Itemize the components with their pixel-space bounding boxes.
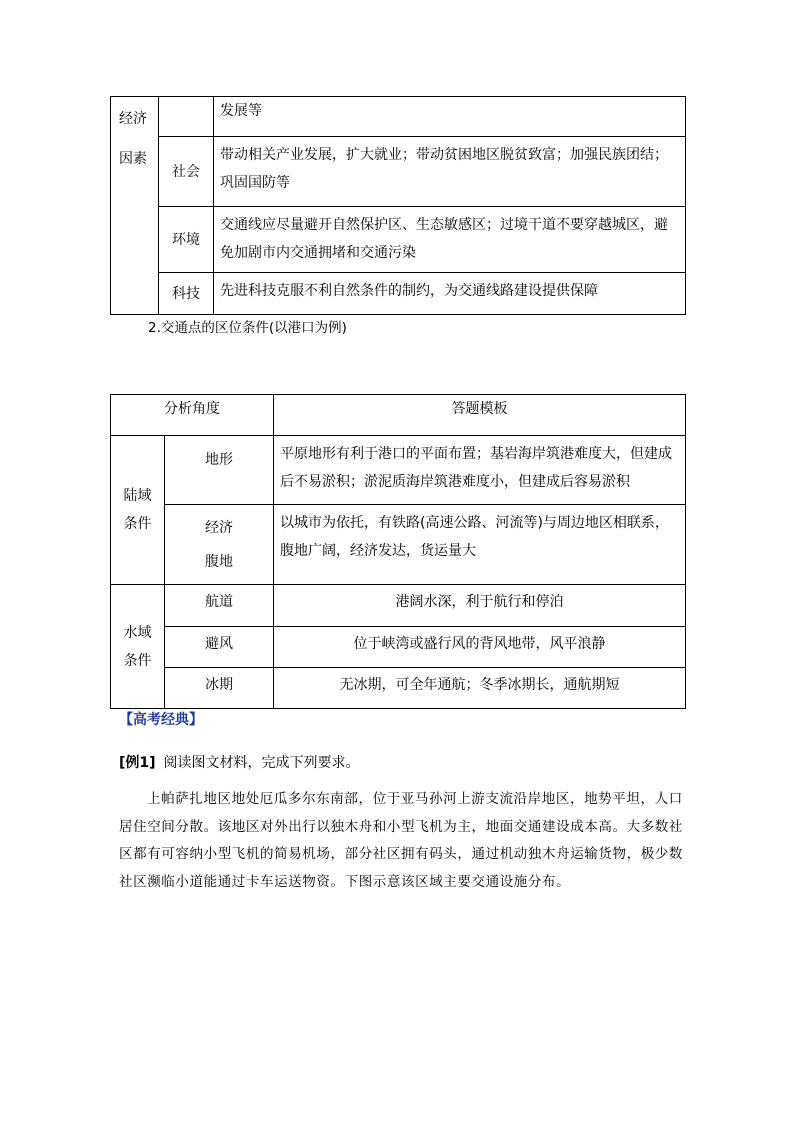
port-location-conditions-table: [110, 394, 686, 709]
factor-text: 先进科技克服不利自然条件的制约，为交通线路建设提供保障: [220, 283, 598, 299]
land-row-text: 平原地形有利于港口的平面布置；基岩海岸筑港难度大，但建成后不易淤积；淤泥质海岸筑港难度小，但建成后容易淤积: [280, 446, 672, 490]
factor-text-cell: [214, 207, 686, 273]
land-row-label-cell: [165, 505, 274, 585]
factor-text-cell: [214, 97, 686, 137]
factor-label: 社会: [172, 163, 200, 180]
section-caption: 2.交通点的区位条件(以港口为例): [148, 320, 347, 336]
water-group-line1: 水域: [123, 624, 152, 641]
water-group-line2: 条件: [123, 652, 152, 669]
header-analysis-angle-label: 分析角度: [164, 401, 220, 417]
factor-text: 带动相关产业发展，扩大就业；带动贫困地区脱贫致富；加强民族团结；巩固国防等: [220, 147, 668, 191]
water-row-text: 港阔水深，利于航行和停泊: [395, 594, 564, 610]
water-row-label: 冰期: [205, 677, 233, 693]
factor-label: 环境: [172, 231, 200, 248]
example-material-paragraph: 上帕萨扎地区地处厄瓜多尔东南部，位于亚马孙河上游支流沿岸地区，地势平坦，人口居住空间分散。该地区对外出行以独木舟和小型飞机为主，地面交通建设成本高。大多数社区都有可容纳小型飞机的简易机场，部分社区拥有码头，通过机动独木舟运输货物，极少数社区濒临小道能通过卡车运送物资。下图示意该区域主要交通设施分布。: [119, 791, 683, 890]
header-answer-template: [274, 395, 686, 436]
economic-factor-group-cell: [111, 97, 159, 315]
water-condition-group-cell: [111, 585, 165, 709]
group-label-line2: 因素: [119, 151, 147, 167]
land-group-line2: 条件: [123, 516, 152, 532]
water-row-label: 航道: [205, 594, 233, 610]
land-row-label-cell: [165, 436, 274, 505]
factor-label-cell: [159, 273, 214, 315]
example-tag: [例1]: [119, 755, 156, 771]
water-row-label-cell: [165, 585, 274, 627]
factor-label-cell: [159, 207, 214, 273]
land-row-text-cell: [274, 436, 686, 505]
empty-factor-cell: [159, 97, 214, 137]
water-row-text-cell: [274, 627, 686, 668]
example-instruction-text: 阅读图文材料，完成下列要求。: [163, 755, 360, 771]
land-row-label: 经济: [205, 520, 233, 536]
land-condition-group-cell: [111, 436, 165, 585]
water-row-label: 避风: [205, 636, 233, 652]
water-row-label-cell: [165, 627, 274, 668]
land-row-label-line2: 腹地: [205, 554, 233, 570]
header-answer-template-label: 答题模板: [451, 401, 508, 417]
factor-text-cell: [214, 273, 686, 315]
water-row-text-cell: [274, 585, 686, 627]
group-label-line1: 经济: [119, 111, 147, 127]
land-row-label: 地形: [205, 452, 233, 468]
factor-text: 发展等: [220, 103, 262, 119]
example-instruction: [119, 752, 360, 772]
header-analysis-angle: [111, 395, 274, 436]
water-row-label-cell: [165, 668, 274, 709]
land-row-text-cell: [274, 505, 686, 585]
water-row-text: 无冰期，可全年通航；冬季冰期长，通航期短: [339, 677, 620, 693]
transport-line-factors-table: [110, 96, 686, 315]
factor-label-cell: [159, 137, 214, 207]
land-row-text: 以城市为依托，有铁路(高速公路、河流等)与周边地区相联系，腹地广阔，经济发达，货运量大: [280, 515, 669, 559]
factor-label: 科技: [172, 285, 200, 302]
factor-text-cell: [214, 137, 686, 207]
gaokao-classic-heading: 【高考经典】: [119, 712, 203, 728]
factor-text: 交通线应尽量避开自然保护区、生态敏感区；过境干道不要穿越城区，避免加剧市内交通拥堵和交通污染: [220, 217, 668, 261]
water-row-text: 位于峡湾或盛行风的背风地带，风平浪静: [353, 636, 606, 652]
land-group-line1: 陆域: [123, 488, 152, 504]
water-row-text-cell: [274, 668, 686, 709]
